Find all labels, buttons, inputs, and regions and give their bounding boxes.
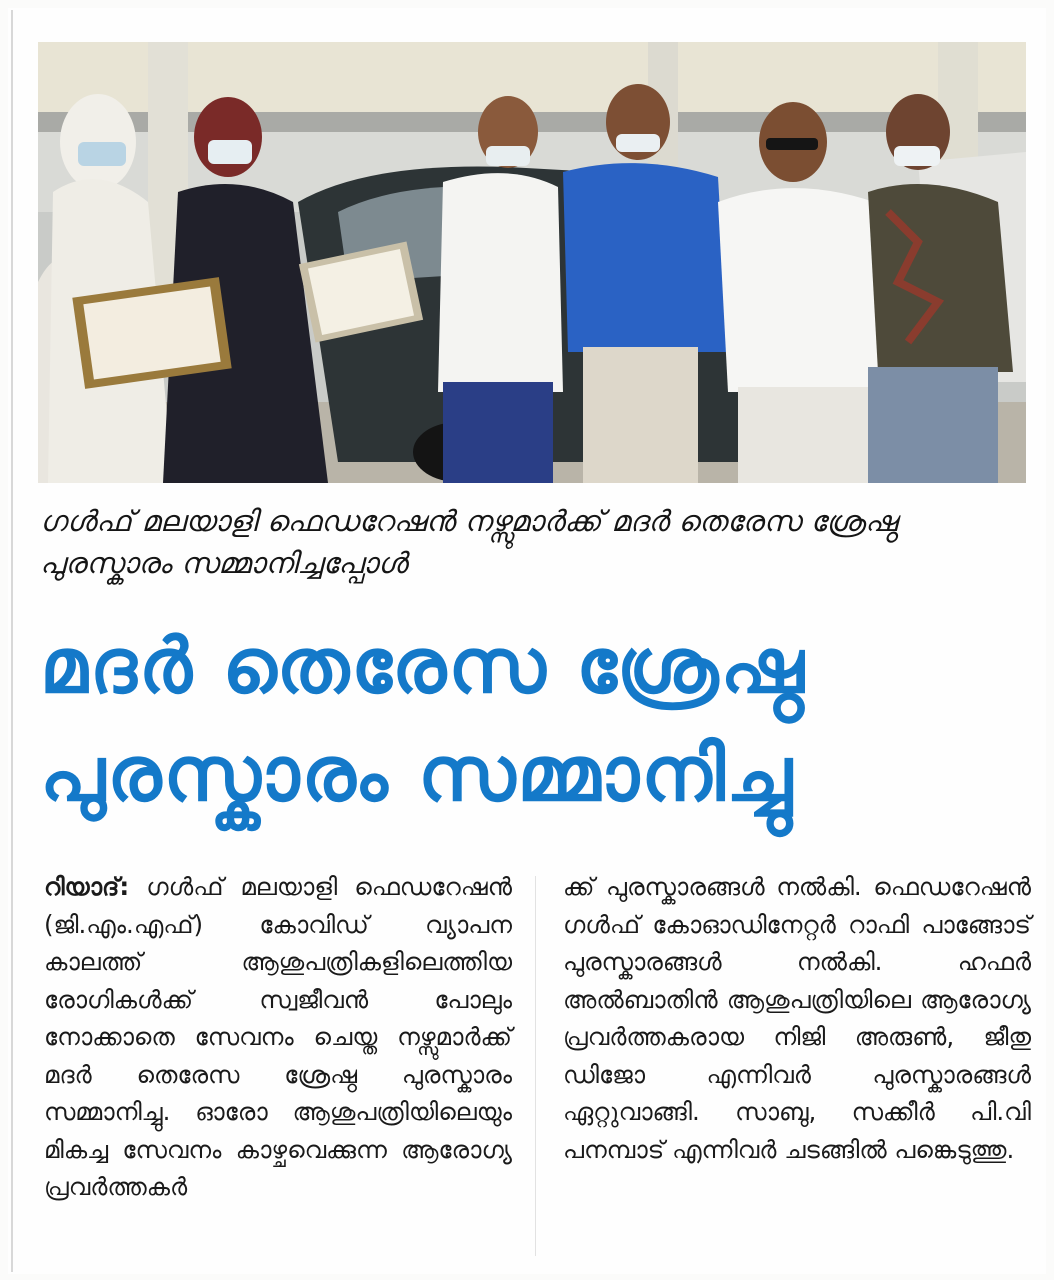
body-column-right	[563, 868, 1031, 1168]
body-text-left: ഗൾഫ് മലയാളി ഫെഡറേഷൻ (ജി.എം.എഫ്) കോവിഡ് വ്യാപന കാലത്ത് ആശുപത്രികളിലെത്തിയ രോഗികൾക്ക് സ്വജീവൻ പോലും നോക്കാതെ സേവനം ചെയ്ത നഴ്സുമാർക്ക് മദർ തെരേസ ശ്രേഷ്ഠ പുരസ്കാരം സമ്മാനിച്ചു. ഓരോ ആശുപത്രിയിലെയും മികച്ച സേവനം കാഴ്ചവെക്കുന്ന ആരോഗ്യ പ്രവർത്തകർ	[44, 872, 512, 1201]
headline	[40, 612, 1030, 828]
photo-image	[38, 42, 1026, 483]
body-text-right: ക്ക് പുരസ്കാരങ്ങൾ നൽകി. ഫെഡറേഷൻ ഗൾഫ് കോഓഡിനേറ്റർ റാഫി പാങ്ങോട് പുരസ്കാരങ്ങൾ നൽകി. ഹഫർ അൽബാതിൻ ആശുപത്രിയിലെ ആരോഗ്യ പ്രവർത്തകരായ നിജി അരുൺ, ജീതു ഡിജോ എന്നിവർ പുരസ്കാരങ്ങൾ ഏറ്റുവാങ്ങി. സാബു, സക്കീർ പി.വി പനമ്പാട് എന്നിവർ ചടങ്ങിൽ പങ്കെടുത്തു.	[563, 872, 1031, 1164]
news-photo	[38, 42, 1026, 483]
column-divider	[535, 876, 536, 1256]
body-column-left	[44, 868, 512, 1206]
photo-caption: ഗൾഫ് മലയാളി ഫെഡറേഷൻ നഴ്സുമാർക്ക് മദർ തെരേസ ശ്രേഷ്ഠ പുരസ്കാരം സമ്മാനിച്ചപ്പോൾ	[40, 504, 898, 580]
page-edge-rule	[11, 10, 13, 1272]
dateline: റിയാദ്:	[44, 872, 130, 901]
headline-line-2: പുരസ്കാരം സമ്മാനിച്ചു	[40, 729, 794, 818]
headline-line-1: മദർ തെരേസ ശ്രേഷ്ഠ	[40, 621, 806, 710]
